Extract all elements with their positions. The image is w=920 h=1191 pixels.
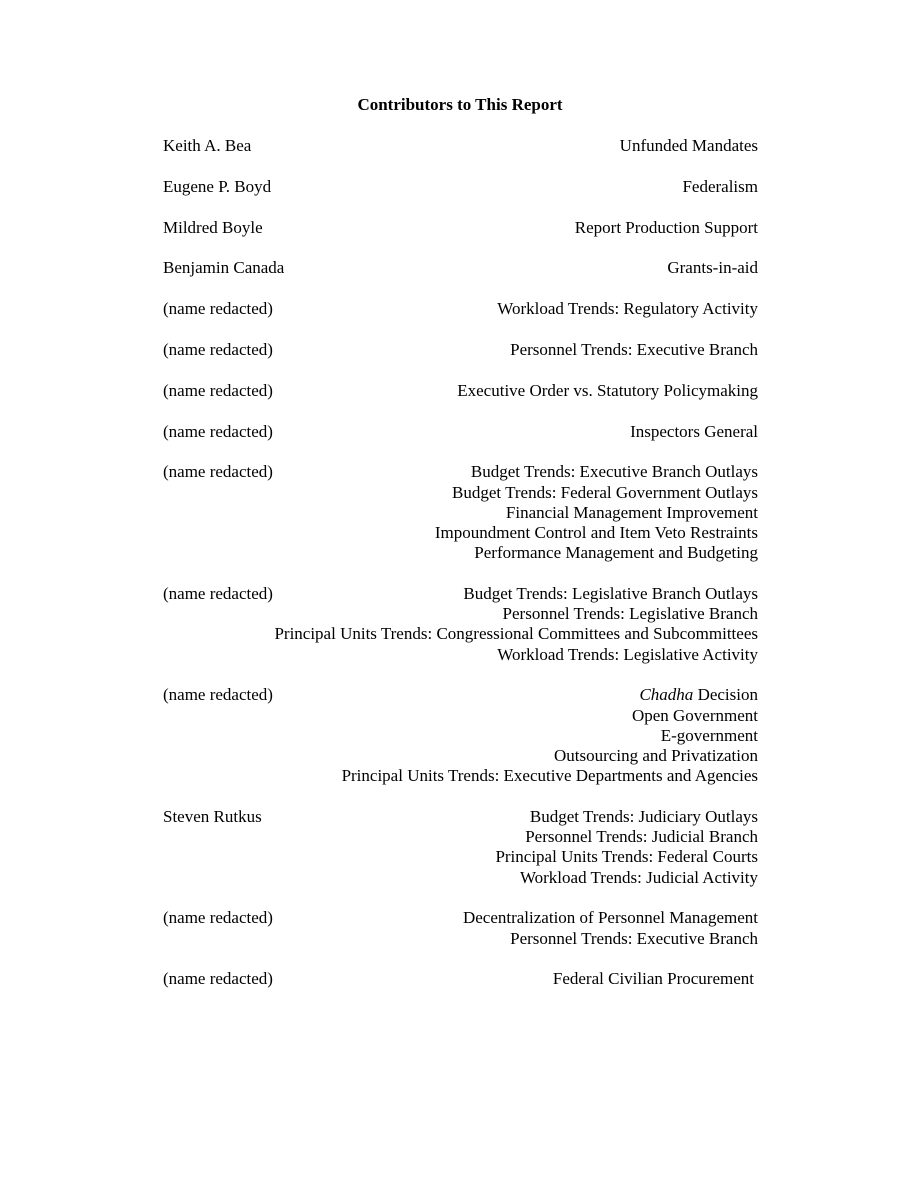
contributor-topic: Unfunded Mandates [619, 136, 758, 155]
contributor-entry [163, 969, 758, 989]
contributor-name: Steven Rutkus [163, 807, 262, 826]
contributor-topics [163, 136, 758, 156]
contributor-topic: Workload Trends: Regulatory Activity [497, 299, 758, 319]
contributor-entry [163, 218, 758, 238]
contributor-name: (name redacted) [163, 421, 273, 441]
contributor-topic: Principal Units Trends: Congressional Committees and Subcommittees [274, 624, 758, 644]
contributor-entry [163, 807, 758, 888]
contributor-topic: Principal Units Trends: Executive Departments and Agencies [341, 766, 758, 786]
contributor-topic: Budget Trends: Federal Government Outlays [452, 482, 758, 502]
page-title: Contributors to This Report [357, 95, 563, 114]
contributor-topic: Performance Management and Budgeting [474, 543, 758, 563]
contributor-topic: Outsourcing and Privatization [554, 746, 758, 765]
contributor-name: (name redacted) [163, 339, 273, 359]
contributor-entry [163, 462, 758, 563]
contributor-entry [163, 299, 758, 319]
contributor-entry [163, 136, 758, 156]
contributor-topic: Budget Trends: Legislative Branch Outlays [463, 583, 758, 603]
contributor-topic: Impoundment Control and Item Veto Restraints [434, 522, 758, 542]
contributors-list [163, 136, 758, 1010]
contributor-topic: Open Government [631, 705, 758, 725]
contributor-topic: Financial Management Improvement [505, 502, 758, 522]
contributor-topic: Federal Civilian Procurement [552, 969, 754, 989]
contributor-name: Eugene P. Boyd [163, 176, 272, 196]
contributor-name: Keith A. Bea [163, 136, 252, 155]
contributor-entry [163, 381, 758, 401]
contributor-topic: Personnel Trends: Executive Branch [510, 339, 758, 359]
contributor-entry [163, 177, 758, 197]
contributor-topic: Personnel Trends: Executive Branch [510, 928, 758, 948]
contributor-entry [163, 685, 758, 786]
contributor-topic: Personnel Trends: Judicial Branch [525, 827, 758, 847]
contributor-topic: Report Production Support [574, 217, 758, 237]
contributor-name: (name redacted) [163, 583, 273, 603]
contributor-entry [163, 584, 758, 665]
contributor-name: (name redacted) [163, 380, 273, 400]
contributor-topic: Budget Trends: Executive Branch Outlays [470, 462, 758, 482]
contributor-name: (name redacted) [163, 969, 273, 989]
contributor-name: (name redacted) [163, 908, 273, 928]
contributor-topic: Workload Trends: Legislative Activity [497, 644, 758, 664]
contributor-topic: Grants-in-aid [667, 258, 758, 278]
contributor-topic: Decentralization of Personnel Management [462, 908, 758, 928]
contributor-entry [163, 258, 758, 278]
contributor-topic: Workload Trends: Judicial Activity [519, 867, 758, 887]
contributor-entry [163, 340, 758, 360]
contributor-topic: Inspectors General [630, 421, 758, 441]
contributor-name: Benjamin Canada [163, 258, 285, 278]
contributor-topic: Personnel Trends: Legislative Branch [502, 604, 758, 624]
contributor-topic: Federalism [682, 176, 758, 196]
contributor-topic: Chadha Decision [639, 685, 758, 705]
contributor-topic: Principal Units Trends: Federal Courts [495, 847, 758, 867]
contributor-name: (name redacted) [163, 462, 273, 482]
contributor-topic: E-government [660, 725, 758, 745]
contributor-name: Mildred Boyle [163, 217, 263, 237]
contributor-topic: Budget Trends: Judiciary Outlays [529, 807, 758, 826]
contributor-topic: Executive Order vs. Statutory Policymaking [457, 380, 758, 400]
contributor-name: (name redacted) [163, 299, 273, 319]
contributor-entry [163, 908, 758, 948]
contributor-entry [163, 422, 758, 442]
contributor-name: (name redacted) [163, 685, 273, 705]
